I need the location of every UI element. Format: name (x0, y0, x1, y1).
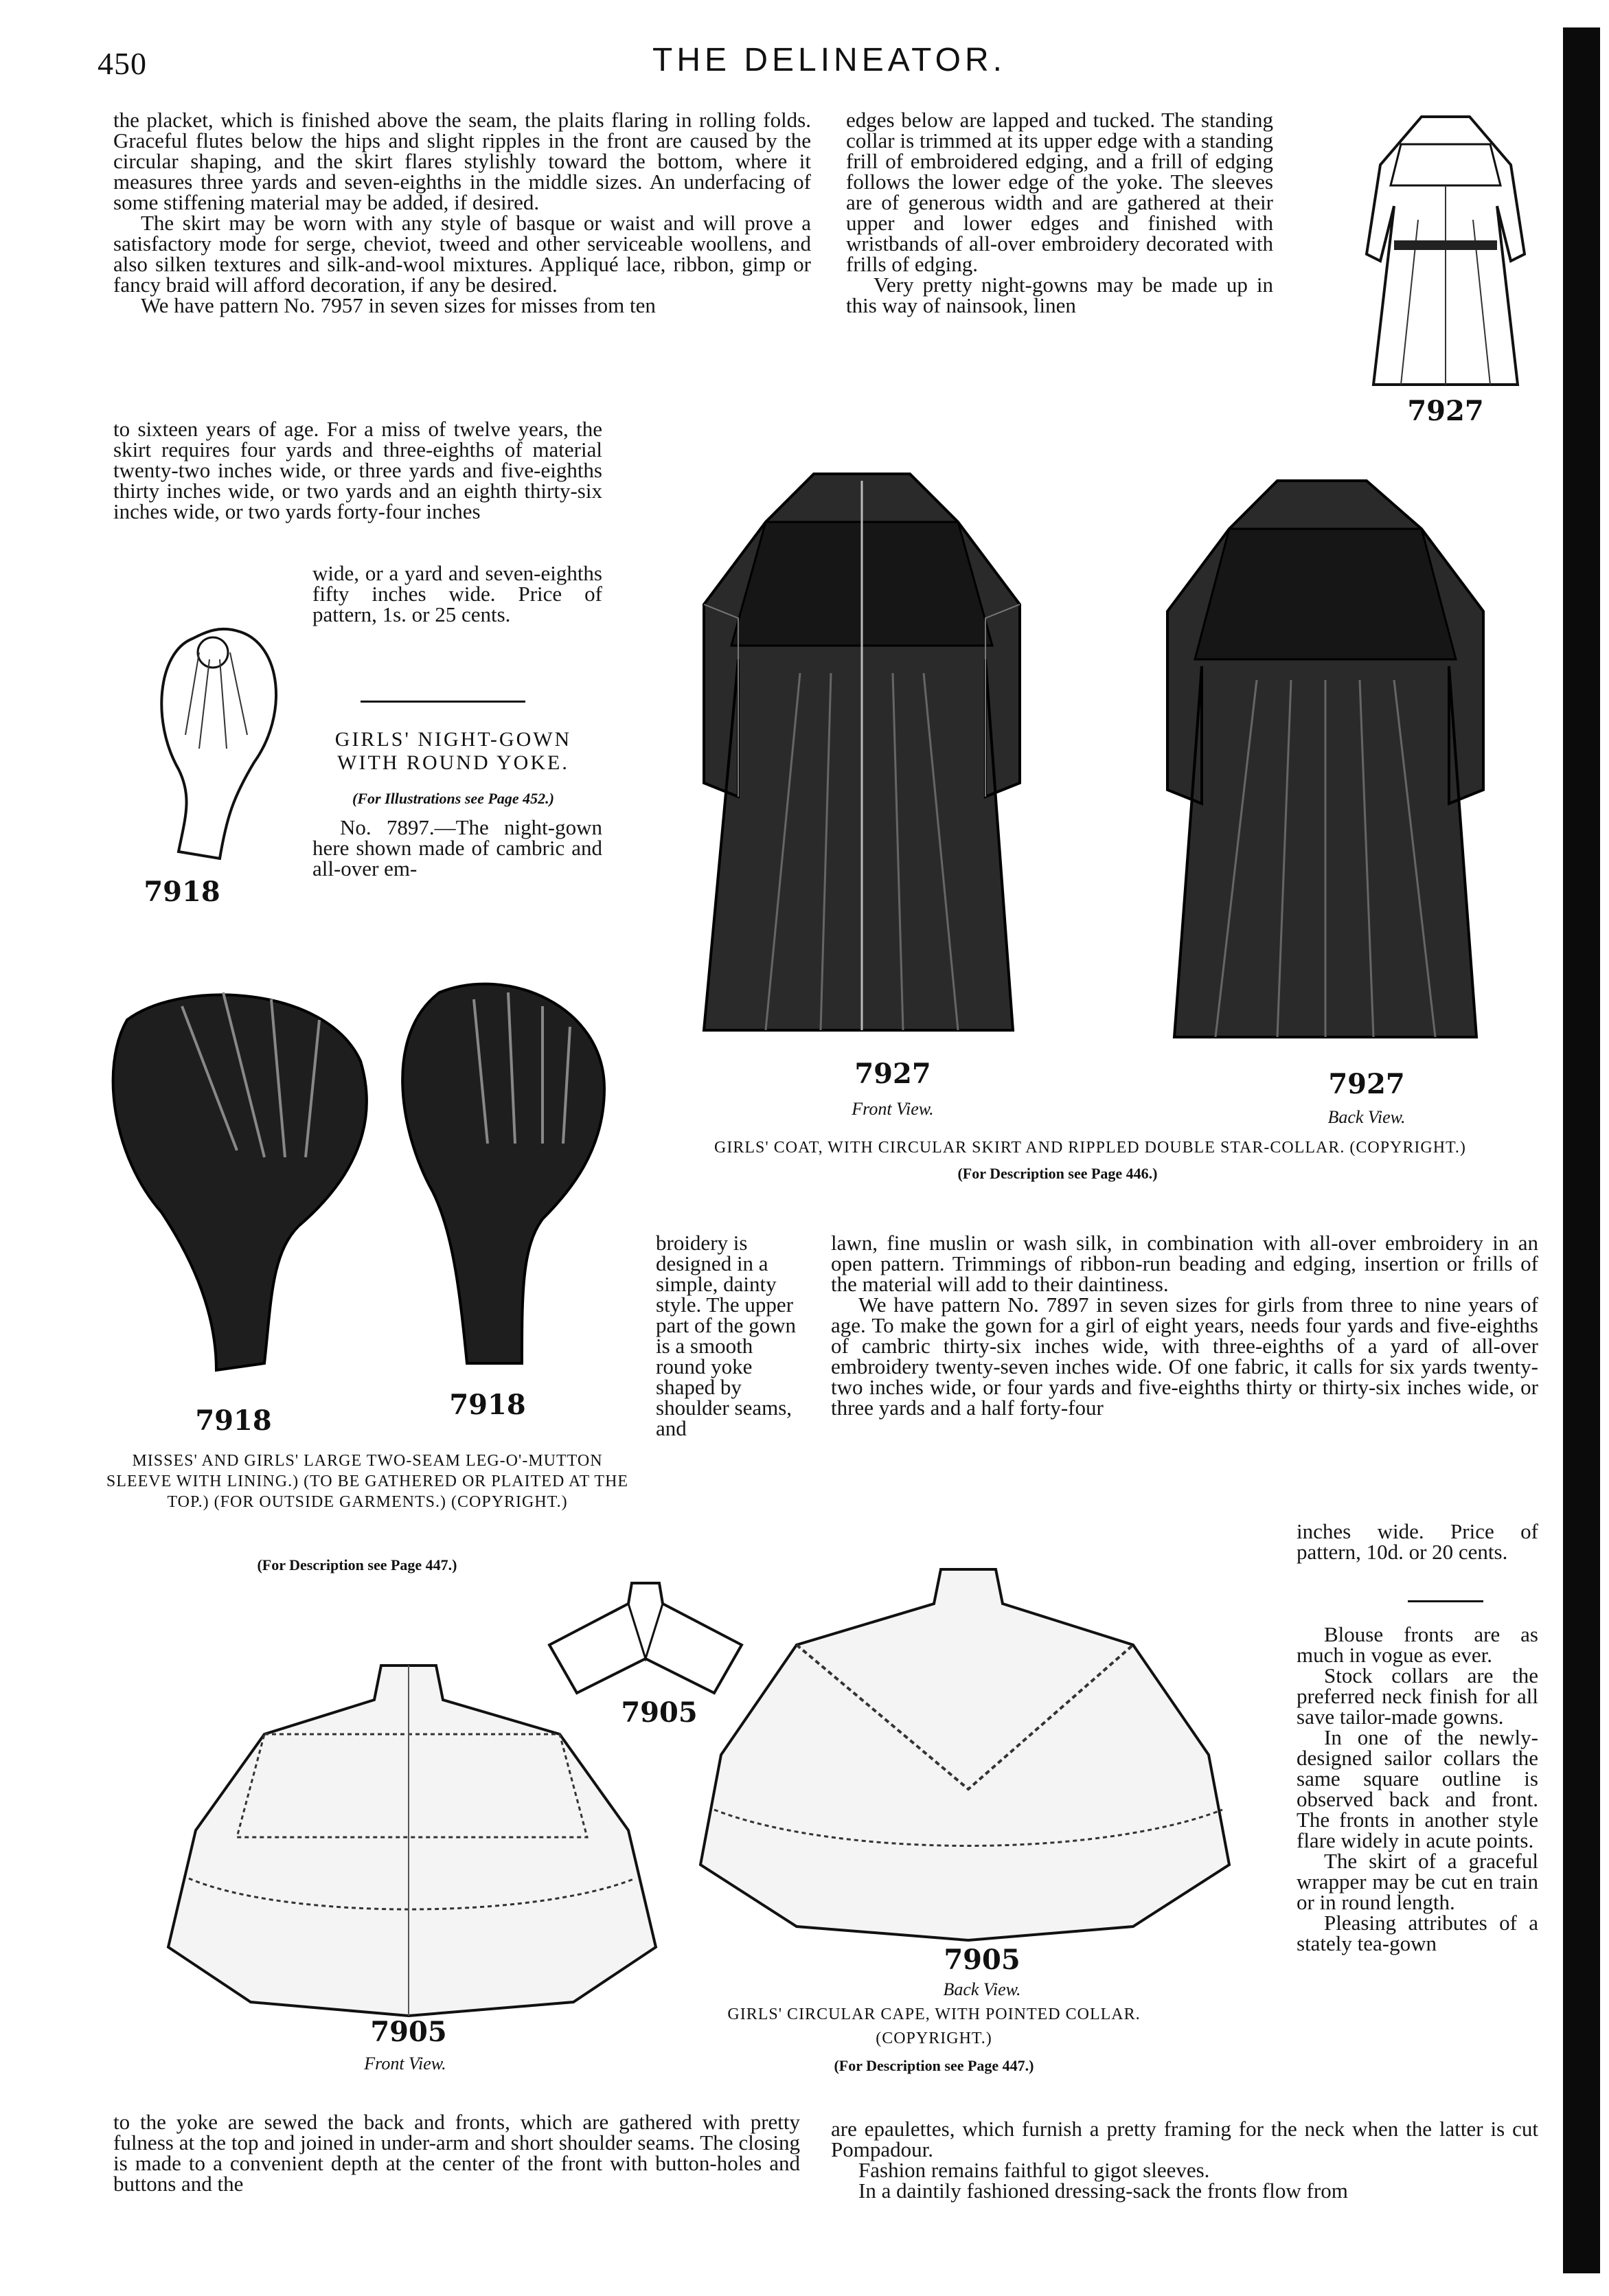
col1-top-text (113, 110, 811, 316)
coat-caption: GIRLS' COAT, WITH CIRCULAR SKIRT AND RIPPLED DOUBLE STAR-COLLAR. (COPYRIGHT.) (714, 1139, 1466, 1157)
figure-number: 7927 (1328, 1068, 1405, 1100)
paragraph: to sixteen years of age. For a miss of twelve years, the skirt requires four yards and three-eighths of material twenty-two inches wide, or three yards and five-eighths thirty inches wide, or two yards and an eighth thirty-six inches wide, or two yards forty-four inches (113, 417, 602, 523)
heading-line: GIRLS' NIGHT-GOWN (334, 728, 572, 751)
paragraph: wide, or a yard and seven-eighths fifty inches wide. Price of pattern, 1s. or 25 cents. (312, 561, 602, 626)
bottom-left-text (113, 2112, 800, 2194)
front-view-label: Front View. (852, 1099, 934, 1119)
illustration-reference: (For Illustrations see Page 452.) (352, 790, 554, 807)
col1-narrower-text (312, 563, 602, 625)
figure-number: 7905 (944, 1944, 1020, 1976)
paragraph: Very pretty night-gowns may be made up in this way of nainsook, linen (846, 273, 1273, 317)
cape-illustration-front (148, 1659, 676, 2023)
figure-number: 7918 (195, 1405, 272, 1437)
binding-edge (1563, 27, 1600, 2273)
sleeve-illustration-right (385, 972, 618, 1391)
coat-description-ref: (For Description see Page 446.) (957, 1165, 1158, 1182)
right-col-text (1297, 1624, 1538, 1954)
nightgown-heading (288, 728, 618, 775)
figure-number: 7918 (144, 876, 220, 908)
paragraph: broidery is designed in a simple, dainty style. The upper part of the gown is a smooth round yoke shaped by shoulder seams, and (656, 1231, 797, 1440)
paragraph: Pleasing attributes of a stately tea-gown (1297, 1911, 1538, 1955)
front-view-label: Front View. (364, 2054, 446, 2073)
divider (361, 701, 525, 703)
paragraph: In a daintily fashioned dressing-sack the fronts flow from (858, 2179, 1348, 2203)
sleeve-illustration-left (100, 979, 381, 1405)
paragraph: edges below are lapped and tucked. The standing collar is trimmed at its upper edge with a standing frill of embroidered edging, and a frill of edging follows the lower edge of the yoke. The sleeves are of generous width and are gathered at their upper and lower edges and finished with wristbands of all-over embroidery decorated with frills of edging. (846, 108, 1273, 276)
cape-description-ref: (For Description see Page 447.) (834, 2057, 1034, 2074)
bottom-right-text (831, 2119, 1538, 2201)
coat-illustration-front (663, 467, 1061, 1058)
paragraph: inches wide. Price of pattern, 10d. or 20 cents. (1297, 1519, 1538, 1564)
col2-top-text (846, 110, 1273, 316)
paragraph: Stock collars are the preferred neck finish for all save tailor-made gowns. (1297, 1663, 1538, 1729)
mid-narrow-text (656, 1233, 800, 1439)
paragraph: We have pattern No. 7957 in seven sizes for misses from ten (141, 293, 656, 317)
figure-number: 7918 (449, 1389, 526, 1421)
cape-copyright: (COPYRIGHT.) (876, 2030, 992, 2047)
paragraph: The skirt may be worn with any style of basque or waist and will prove a satisfactory mode for serge, cheviot, tweed and other serviceable woollens, and also silken textures and silk-and-wool mixtures. Appliqué lace, ribbon, gimp or fancy braid will afford decoration, if any be desired. (113, 211, 811, 297)
paragraph: In one of the newly-designed sailor collars the same square outline is observed back and front. The fronts in another style flare widely in acute points. (1297, 1725, 1538, 1852)
divider (1408, 1600, 1483, 1602)
page-title: THE DELINEATOR. (652, 42, 1006, 78)
figure-number: 7927 (1407, 395, 1484, 427)
col1-narrow-text (113, 419, 602, 522)
paragraph: No. 7897.—The night-gown here shown made of cambric and all-over em- (312, 815, 602, 880)
paragraph: lawn, fine muslin or wash silk, in combination with all-over embroidery in an open pattern. Trimmings of ribbon-run beading and edging, insertion or frills of the material will add to their daintiness. (831, 1231, 1538, 1296)
mid-end-text (1297, 1521, 1538, 1562)
paragraph: the placket, which is finished above the seam, the plaits flaring in rolling folds. Graceful flutes below the hips and slight ripples in the front are caused by the circular shaping, and the skirt flares stylishly toward the bottom, where it measures three yards and seven-eighths in the middle sizes. An underfacing of some stiffening material may be added, if desired. (113, 108, 811, 214)
paragraph: are epaulettes, which furnish a pretty framing for the neck when the latter is cut Pompadour. (831, 2117, 1538, 2161)
mid-wide-text (831, 1233, 1538, 1418)
paragraph: We have pattern No. 7897 in seven sizes for girls from three to nine years of age. To make the gown for a girl of eight years, needs four yards and five-eighths of cambric thirty-six inches wide, with three-eighths of a yard of all-over embroidery twenty-seven inches wide. Of one fabric, it calls for six yards twenty-two inches wide, or four yards and five-eighths thirty or thirty-six inches wide, or three yards and a half forty-four (831, 1293, 1538, 1420)
paragraph: to the yoke are sewed the back and fronts, which are gathered with pretty fulness at the top and joined in under-arm and short shoulder seams. The closing is made to a convenient depth at the center of the front with button-holes and buttons and the (113, 2110, 800, 2196)
cape-illustration-back (687, 1562, 1243, 1947)
heading-line: WITH ROUND YOKE. (337, 751, 569, 774)
sleeve-caption: MISSES' AND GIRLS' LARGE TWO-SEAM LEG-O'-MUTTON SLEEVE WITH LINING.) (TO BE GATHERED OR PLAITED AT THE TOP.) (FOR OUTSIDE GARMENTS.) (COPYRIGHT.) (106, 1452, 629, 1511)
back-view-label: Back View. (1327, 1107, 1406, 1127)
figure-number: 7927 (854, 1058, 931, 1090)
paragraph: Fashion remains faithful to gigot sleeves. (858, 2158, 1210, 2182)
cape-caption: GIRLS' CIRCULAR CAPE, WITH POINTED COLLAR. (727, 2005, 1141, 2023)
figure-number: 7905 (621, 1696, 698, 1729)
sleeve-description-ref: (For Description see Page 447.) (257, 1556, 457, 1573)
nightgown-lead-text (312, 817, 602, 879)
page-number: 450 (98, 46, 147, 81)
sleeve-illustration-small (130, 611, 295, 879)
paragraph: Blouse fronts are as much in vogue as ever. (1297, 1622, 1538, 1667)
coat-illustration-back (1133, 474, 1518, 1065)
paragraph: The skirt of a graceful wrapper may be cut en train or in round length. (1297, 1849, 1538, 1914)
figure-number: 7905 (370, 2016, 447, 2048)
back-view-label: Back View. (943, 1979, 1021, 1999)
coat-illustration-small (1353, 103, 1538, 398)
